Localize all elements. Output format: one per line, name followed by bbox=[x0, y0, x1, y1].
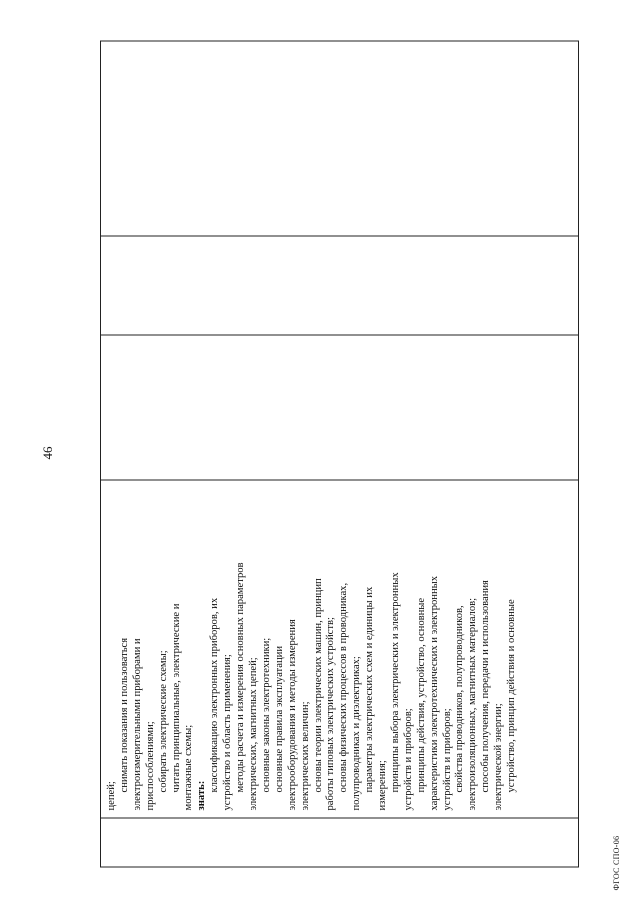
standards-table bbox=[100, 40, 579, 867]
text-line: методы расчета и измерения основных параметров bbox=[235, 561, 247, 792]
text-line: электроизоляционных, магнитных материалов; bbox=[467, 597, 479, 810]
text-line: снимать показания и пользоваться bbox=[118, 637, 130, 792]
text-line: устройство и область применения; bbox=[222, 653, 234, 810]
text-line: электроизмерительными приборами и bbox=[131, 637, 143, 810]
text-line: классификацию электронных приборов, их bbox=[209, 597, 221, 792]
text-line: основы физических процессов в проводниках, bbox=[338, 582, 350, 792]
text-line: параметры электрических схем и единицы их bbox=[364, 586, 376, 792]
column-divider bbox=[101, 334, 578, 335]
text-line: собирать электрические схемы; bbox=[157, 649, 169, 792]
text-line: характеристики электротехнических и электронных bbox=[428, 575, 440, 810]
text-line: электрических величин; bbox=[299, 700, 311, 810]
text-line: устройство, принцип действия и основные bbox=[506, 598, 518, 792]
text-line: работы типовых электрических устройств; bbox=[325, 616, 337, 810]
text-line: электрических, магнитных цепей; bbox=[247, 656, 259, 810]
text-line: читать принципиальные, электрические и bbox=[170, 603, 182, 792]
text-line: монтажные схемы; bbox=[183, 724, 195, 810]
text-line: основные законы электротехники; bbox=[260, 637, 272, 792]
text-line: свойства проводников, полупроводников, bbox=[454, 604, 466, 792]
text-line: электрической энергии; bbox=[493, 702, 505, 810]
text-line: принципы выбора электрических и электронных bbox=[389, 571, 401, 792]
text-line: принципы действия, устройство, основные bbox=[415, 597, 427, 792]
column-divider bbox=[101, 235, 578, 236]
text-line: цепей; bbox=[106, 780, 117, 810]
text-line: измерения; bbox=[377, 759, 389, 810]
text-line: устройств и приборов; bbox=[441, 707, 453, 810]
text-line: основы теории электрических машин, принцип bbox=[312, 577, 324, 792]
text-line: устройств и приборов; bbox=[402, 707, 414, 810]
text-line: способы получения, передачи и использования bbox=[480, 579, 492, 792]
column-divider bbox=[101, 817, 578, 818]
text-line: электрооборудования и методы измерения bbox=[286, 618, 298, 810]
competency-text-cell bbox=[106, 480, 519, 810]
text-line: основные правила эксплуатации bbox=[273, 645, 285, 792]
page-number: 46 bbox=[40, 446, 55, 459]
text-line: знать: bbox=[196, 780, 208, 810]
text-line: приспособлениями; bbox=[144, 720, 156, 810]
footer-code: ФГОС СПО-06 bbox=[612, 835, 621, 890]
text-line: полупроводниках и диэлектриках; bbox=[351, 655, 363, 810]
